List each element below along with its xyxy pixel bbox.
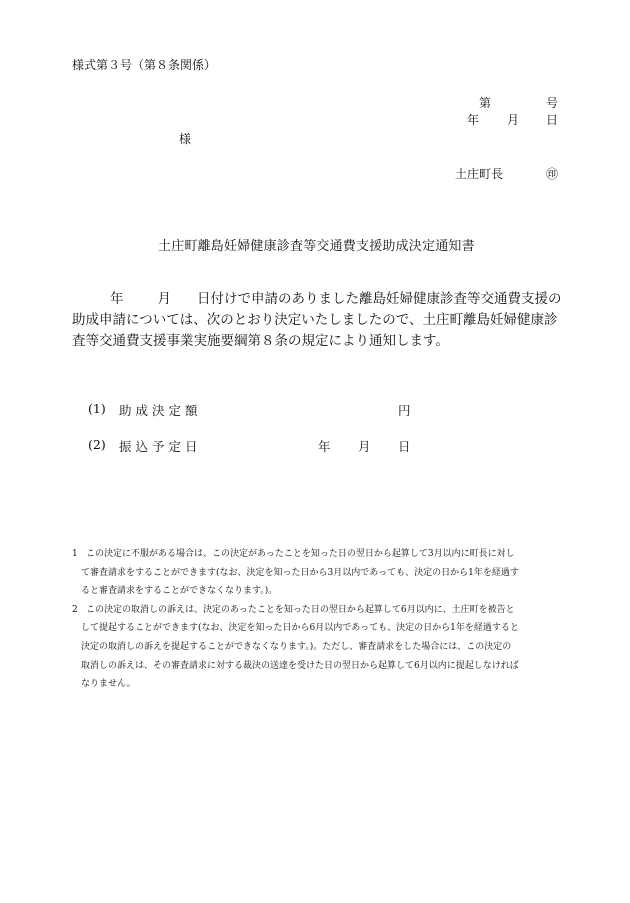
item-label-1: 助成決定額 (119, 403, 202, 418)
body-line-3: 査等交通費支援事業実施要綱第８条の規定により通知します。 (72, 333, 449, 349)
body-line-2: 助成申請については、次のとおり決定いたしましたので、土庄町離島妊婦健康診 (72, 312, 558, 328)
note-1-number: 1 (72, 549, 78, 559)
date-month: 月 (507, 113, 520, 127)
note-1-line-3: ると審査請求をすることができなくなります。)。 (81, 586, 278, 597)
note-2-line-2: して提起することができます(なお、決定を知った日から6月以内であっても、決定の日から1年を経過すると (81, 623, 519, 634)
document-title: 土庄町離島妊婦健康診査等交通費支援助成決定通知書 (158, 239, 475, 254)
note-2-number: 2 (72, 604, 78, 615)
body-month: 月 (157, 291, 171, 307)
form-label: 様式第３号（第８条関係） (72, 58, 217, 72)
date-year: 年 (467, 113, 480, 127)
body-year: 年 (110, 291, 124, 307)
item-number-1: (1) (88, 401, 106, 416)
note-1-line-1: 1 この決定に不服がある場合は、この決定があったことを知った日の翌日から起算して3月以内に町長に対し (72, 545, 562, 564)
item-label-2: 振込予定日 (119, 439, 202, 454)
recipient-honorific: 様 (179, 132, 192, 146)
issuer-name: 土庄町長 (455, 167, 504, 181)
date-day: 日 (546, 113, 559, 127)
seal-mark: ㊞ (546, 167, 559, 181)
note-1-line-2: て審査請求をすることができます(なお、決定を知った日から3月以内であっても、決定の日から1年を経過す (81, 567, 519, 578)
transfer-month: 月 (358, 439, 371, 454)
item-number-2: (2) (88, 437, 106, 452)
transfer-day: 日 (398, 439, 411, 454)
transfer-year: 年 (318, 439, 331, 454)
note-2-line-1: 2 この決定の取消しの訴えは、決定のあったことを知った日の翌日から起算して6月以内に、土庄町を被告と (72, 601, 562, 620)
doc-number-prefix: 第 (479, 96, 492, 110)
doc-number-suffix: 号 (546, 96, 559, 110)
body-line-1-text: 日付けで申請のありました離島妊婦健康診査等交通費支援の (197, 291, 562, 307)
note-2-line-5: なりません。 (81, 679, 136, 690)
body-paragraph (72, 289, 564, 352)
note-2-line-3: 決定の取消しの訴えを提起することができなくなります。)。ただし、審査請求をした場合には、この決定の (81, 641, 512, 652)
notes-section (72, 545, 562, 694)
note-2-line-4: 取消しの訴えは、その審査請求に対する裁決の送達を受けた日の翌日から起算して6月以内に提起しなければ (81, 660, 519, 671)
body-line-1 (72, 289, 564, 310)
amount-unit: 円 (398, 403, 411, 418)
